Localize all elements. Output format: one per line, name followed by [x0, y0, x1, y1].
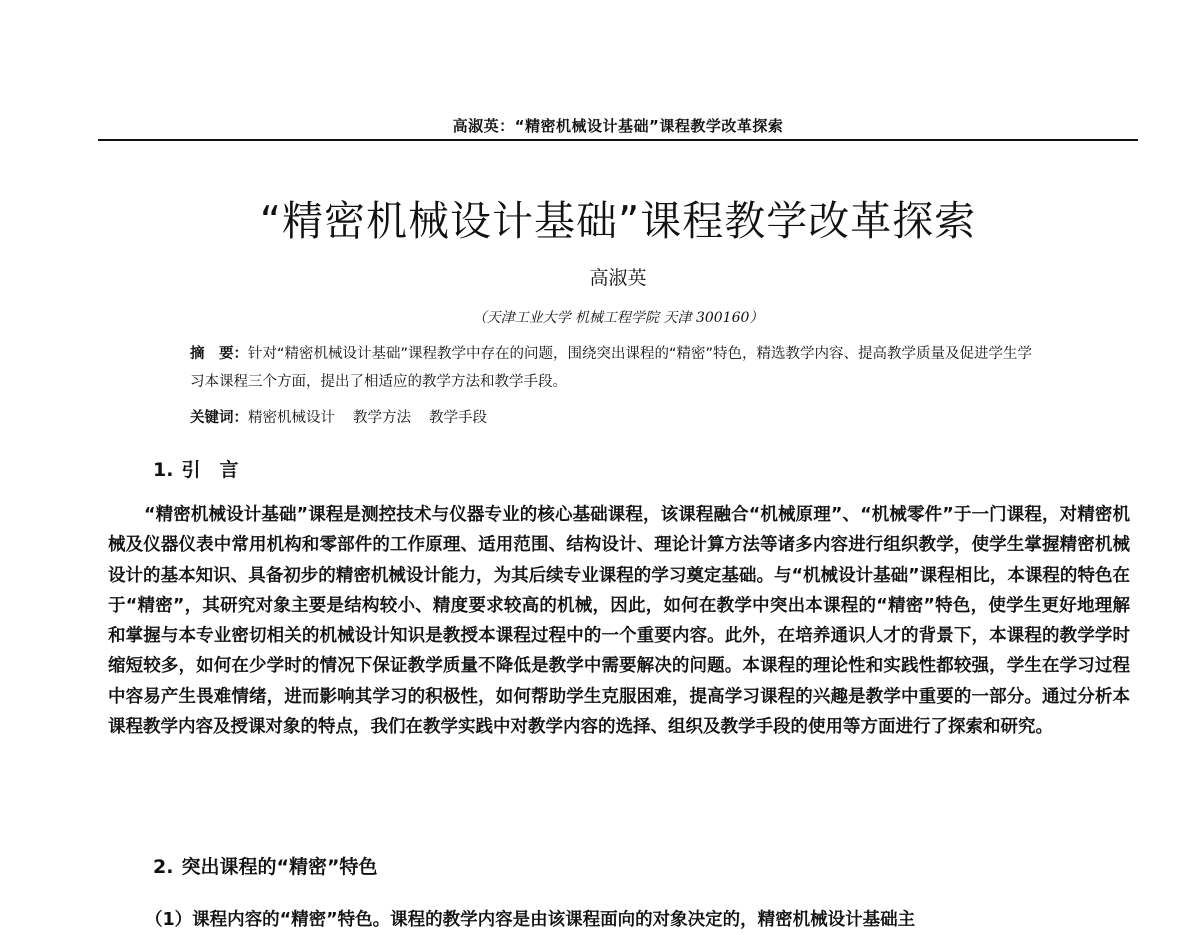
abstract-label: 摘 要：: [190, 346, 248, 362]
introduction-paragraph: “精密机械设计基础”课程是测控技术与仪器专业的核心基础课程，该课程融合“机械原理”、“机械零件”于一门课程，对精密机械及仪器仪表中常用机构和零部件的工作原理、适用范围、结构设计、理论计算方法等诸多内容进行组织教学，使学生掌握精密机械设计的基本知识、具备初步的精密机械设计能力，为其后续专业课程的学习奠定基础。与“机械设计基础”课程相比，本课程的特色在于“精密”，其研究对象主要是结构较小、精度要求较高的机械，因此，如何在教学中突出本课程的“精密”特色，使学生更好地理解和掌握与本专业密切相关的机械设计知识是教授本课程过程中的一个重要内容。此外，在培养通识人才的背景下，本课程的教学学时缩短较多，如何在少学时的情况下保证教学质量不降低是教学中需要解决的问题。本课程的理论性和实践性都较强，学生在学习过程中容易产生畏难情绪，进而影响其学习的积极性，如何帮助学生克服困难，提高学习课程的兴趣是教学中重要的一部分。通过分析本课程教学内容及授课对象的特点，我们在教学实践中对教学内容的选择、组织及教学手段的使用等方面进行了探索和研究。: [108, 505, 1130, 738]
section-heading-precision-feature: [153, 852, 377, 879]
section-number: 1.: [153, 459, 174, 481]
section-number: 2.: [153, 856, 174, 878]
section-2-paragraph: （1）课程内容的“精密”特色。课程的教学内容是由该课程面向的对象决定的，精密机械设计基础主: [145, 910, 916, 930]
abstract: [190, 340, 1040, 396]
keyword: 教学手段: [429, 410, 487, 426]
keywords-label: 关键词：: [190, 410, 248, 426]
header-rule: [98, 139, 1138, 141]
paper-title: “精密机械设计基础”课程教学改革探索: [259, 197, 977, 245]
abstract-text: 针对“精密机械设计基础”课程教学中存在的问题，围绕突出课程的“精密”特色，精选教学内容、提高教学质量及促进学生学习本课程三个方面，提出了相适应的教学方法和教学手段。: [190, 346, 1033, 390]
keyword: 精密机械设计: [248, 410, 335, 426]
keyword: 教学方法: [353, 410, 411, 426]
author-affiliation: （天津工业大学 机械工程学院 天津 300160）: [472, 310, 764, 326]
section-title: 突出课程的“精密”特色: [181, 856, 378, 878]
section-title: 引 言: [181, 459, 239, 481]
running-head: 高淑英：“精密机械设计基础”课程教学改革探索: [452, 117, 784, 135]
keywords: [190, 404, 1040, 432]
author-name: 高淑英: [589, 267, 647, 289]
section-heading-introduction: [153, 455, 238, 482]
